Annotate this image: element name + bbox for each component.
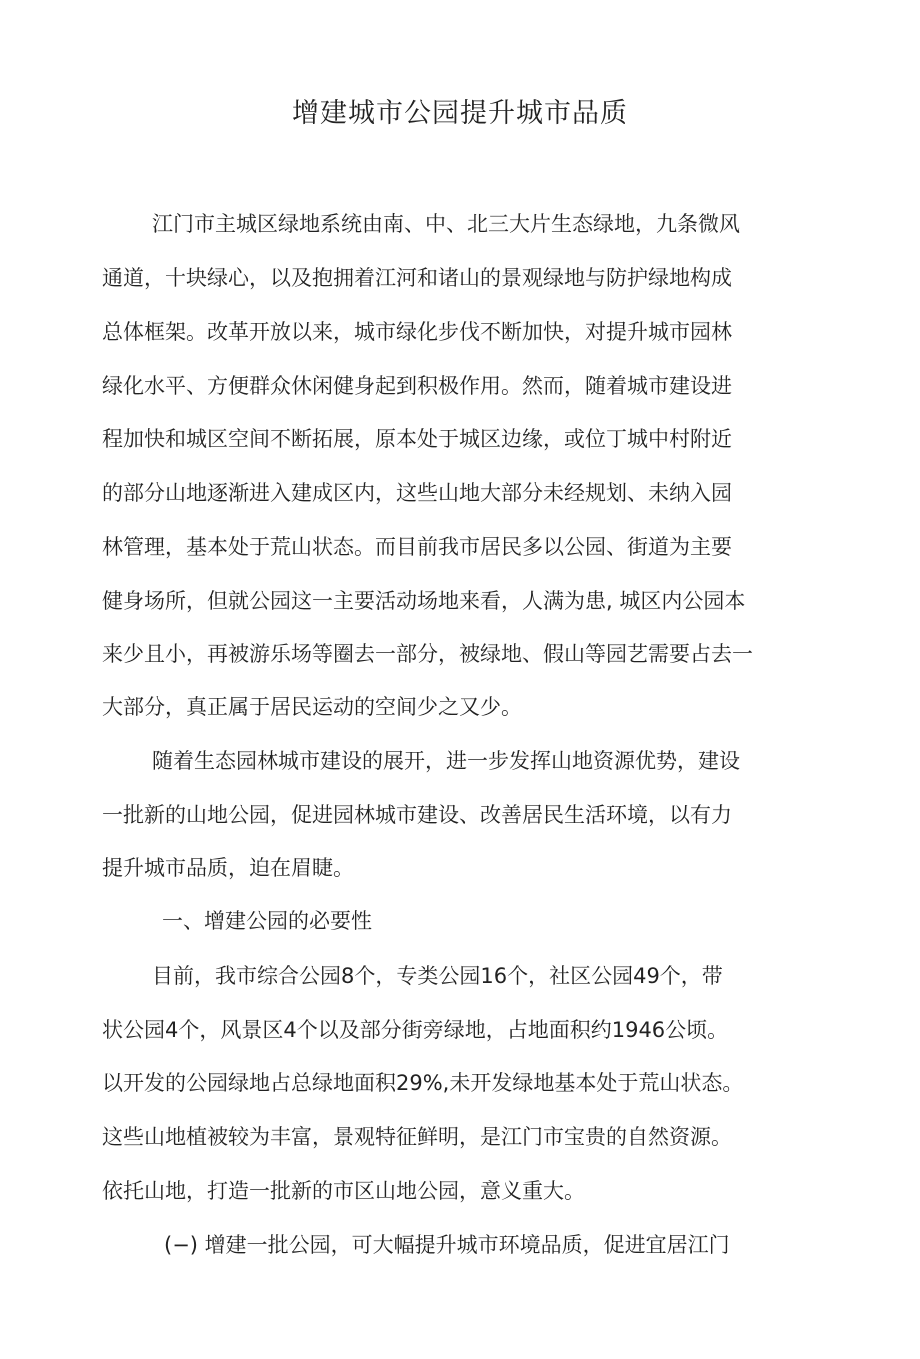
paragraph1-line-9: 来少且小，再被游乐场等圈去一部分，被绿地、假山等园艺需要占去一 — [102, 642, 753, 666]
paragraph1-line-7: 林管理，基本处于荒山状态。而目前我市居民多以公园、街道为主要 — [102, 535, 732, 559]
paragraph1-line-4: 绿化水平、方便群众休闲健身起到积极作用。然而，随着城市建设进 — [102, 374, 732, 398]
paragraph2-line-3: 提升城市品质，迫在眉睫。 — [102, 856, 354, 880]
paragraph3-line-2: 状公园4个，风景区4个以及部分街旁绿地，占地面积约1946公顷。 — [102, 1018, 729, 1042]
paragraph1-line-1: 江门市主城区绿地系统由南、中、北三大片生态绿地，九条微风 — [152, 212, 740, 236]
paragraph1-line-10: 大部分，真正属于居民运动的空间少之又少。 — [102, 695, 522, 719]
paragraph2-line-2: 一批新的山地公园，促进园林城市建设、改善居民生活环境，以有力 — [102, 803, 732, 827]
paragraph1-line-3: 总体框架。改革开放以来，城市绿化步伐不断加快，对提升城市园林 — [102, 320, 732, 344]
paragraph1-line-2: 通道，十块绿心，以及抱拥着江河和诸山的景观绿地与防护绿地构成 — [102, 266, 732, 290]
section-heading-1: 一、增建公园的必要性 — [162, 909, 372, 933]
paragraph3-line-4: 这些山地植被较为丰富，景观特征鲜明，是江门市宝贵的自然资源。 — [102, 1125, 732, 1149]
paragraph2-line-1: 随着生态园林城市建设的展开，进一步发挥山地资源优势，建设 — [152, 749, 740, 773]
paragraph3-line-5: 依托山地，打造一批新的市区山地公园，意义重大。 — [102, 1179, 585, 1203]
paragraph3-line-3: 以开发的公园绿地占总绿地面积29%,未开发绿地基本处于荒山状态。 — [102, 1071, 744, 1095]
paragraph1-line-5: 程加快和城区空间不断拓展，原本处于城区边缘，或位丁城中村附近 — [102, 427, 732, 451]
document-title: 增建城市公园提升城市品质 — [292, 98, 628, 129]
paragraph1-line-8: 健身场所，但就公园这一主要活动场地来看，人满为患, 城区内公园本 — [102, 589, 746, 613]
paragraph3-line-1: 目前，我市综合公园8个，专类公园16个，社区公园49个，带 — [152, 964, 723, 988]
subsection-heading-1: (−) 增建一批公园，可大幅提升城市环境品质，促进宜居江门 — [164, 1233, 730, 1257]
paragraph1-line-6: 的部分山地逐渐进入建成区内，这些山地大部分未经规划、未纳入园 — [102, 481, 732, 505]
